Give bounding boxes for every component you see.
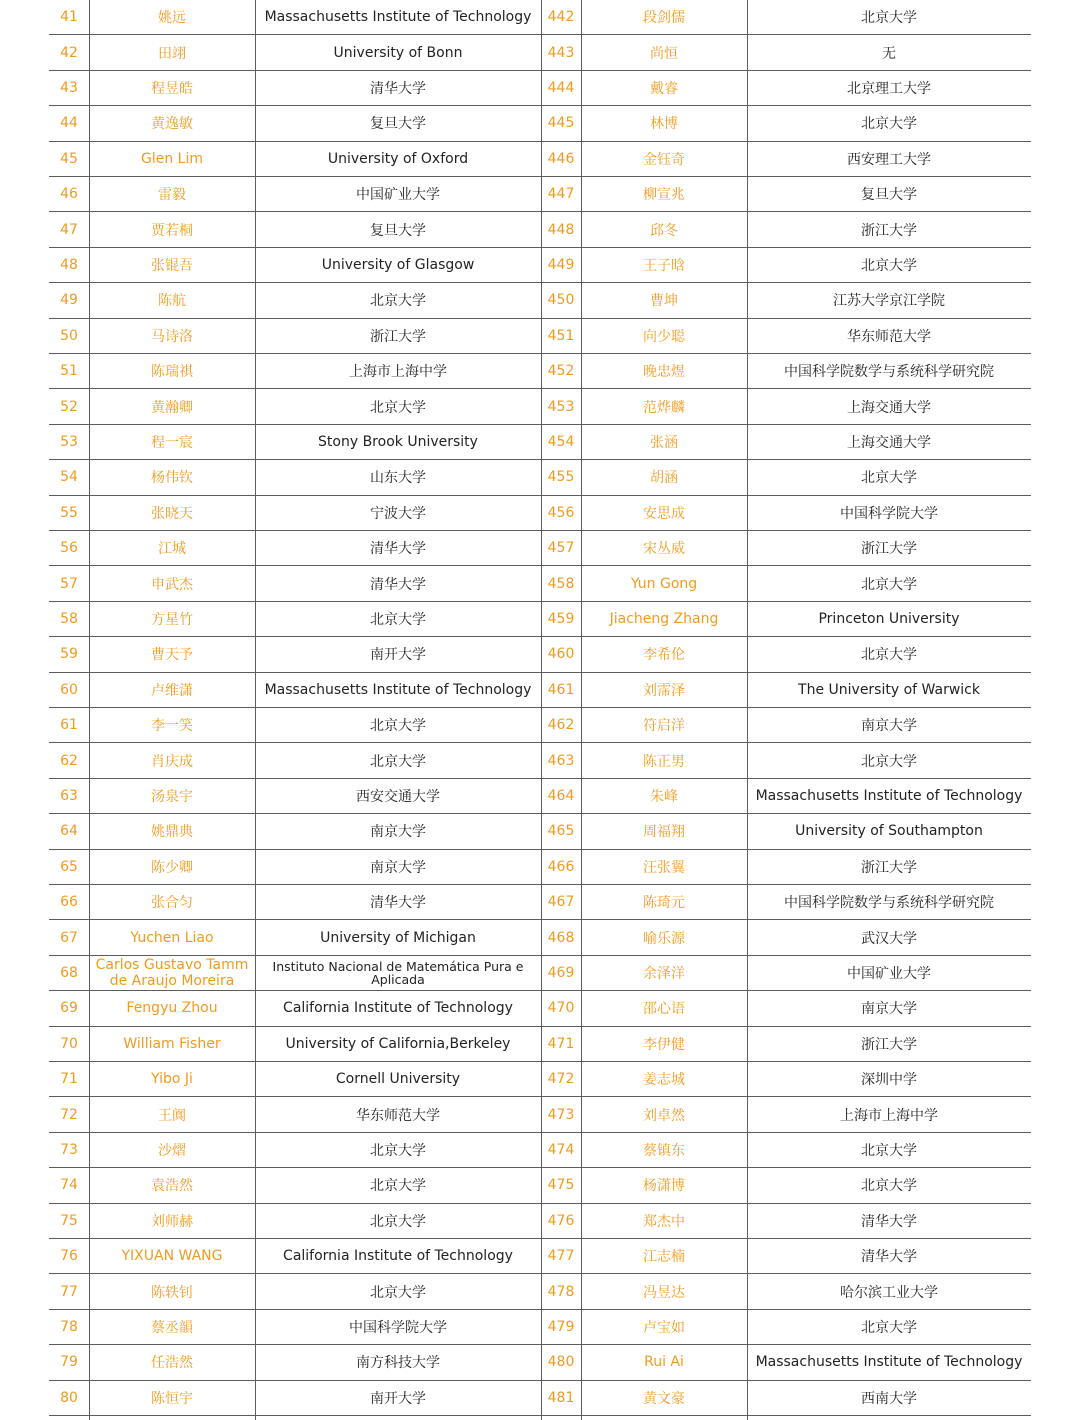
name-cell: 黄文豪 [643,1390,685,1407]
rank-cell: 65 [60,858,78,875]
rank-cell: 51 [60,363,78,380]
name-cell: 李希伦 [643,647,685,664]
institution-cell: 北京大学 [370,718,426,735]
name-cell: 杨潇博 [643,1178,685,1195]
name-cell: Fengyu Zhou [126,1000,218,1017]
name-cell: 杨伟钦 [151,470,193,487]
name-cell: Carlos Gustavo Tamm de Araujo Moreira [95,956,249,989]
table-row [49,319,1031,354]
rank-cell: 62 [60,752,78,769]
name-cell: 曹天予 [151,647,193,664]
institution-cell: 西安交通大学 [356,788,440,805]
table-row [49,850,1031,885]
rank-cell: 76 [60,1248,78,1265]
institution-cell: 复旦大学 [861,187,917,204]
rank-cell: 43 [60,79,78,96]
name-cell: 黄瀚卿 [151,399,193,416]
name-cell: 李伊健 [643,1036,685,1053]
table-row [49,106,1031,141]
rank-cell: 474 [547,1141,575,1158]
rank-cell: 449 [547,256,575,273]
institution-cell: 北京大学 [861,1178,917,1195]
institution-cell: 北京大学 [370,1284,426,1301]
rank-cell: 57 [60,575,78,592]
institution-cell: 浙江大学 [861,1036,917,1053]
institution-cell: 北京大学 [370,1142,426,1159]
rank-cell: 477 [547,1248,575,1265]
name-cell: 姜志城 [643,1072,685,1089]
rank-cell: 73 [60,1141,78,1158]
rank-cell: 468 [547,929,575,946]
rank-cell: 443 [547,44,575,61]
institution-cell: 北京大学 [861,647,917,664]
table-row [49,1310,1031,1345]
rank-cell: 49 [60,292,78,309]
name-cell: 张锟吾 [151,257,193,274]
institution-cell: Instituto Nacional de Matemática Pura e Aplicada [272,958,524,987]
table-row [49,814,1031,849]
name-cell: 刘卓然 [643,1107,685,1124]
table-row [49,779,1031,814]
rank-cell: 44 [60,115,78,132]
name-cell: 尚恒 [650,45,678,62]
rank-cell: 67 [60,929,78,946]
institution-cell: University of Glasgow [321,256,475,273]
name-cell: 申武杰 [151,576,193,593]
rank-cell: 53 [60,433,78,450]
rank-cell: 444 [547,79,575,96]
rank-cell: 470 [547,1000,575,1017]
institution-cell: 南方科技大学 [356,1355,440,1372]
name-cell: 林博 [650,116,678,133]
name-cell: 王阗 [158,1107,186,1124]
institution-cell: 上海交通大学 [847,434,931,451]
name-cell: 刘师赫 [151,1213,193,1230]
name-cell: 雷毅 [158,187,186,204]
name-cell: 江志楠 [643,1249,685,1266]
rank-cell: 454 [547,433,575,450]
table-row [49,354,1031,389]
institution-cell: Princeton University [818,610,960,627]
institution-cell: 无 [882,45,896,62]
name-cell: 郑杰中 [643,1213,685,1230]
rank-cell: 42 [60,44,78,61]
institution-cell: 南京大学 [861,718,917,735]
rank-cell: 54 [60,469,78,486]
institution-cell: 北京理工大学 [847,80,931,97]
name-cell: Yibo Ji [151,1071,193,1088]
institution-cell: 华东师范大学 [356,1107,440,1124]
institution-cell: University of Bonn [333,44,463,61]
rank-cell: 447 [547,186,575,203]
institution-cell: 南开大学 [370,1390,426,1407]
rank-cell: 78 [60,1318,78,1335]
rank-cell: 445 [547,115,575,132]
rank-cell: 70 [60,1035,78,1052]
rank-cell: 47 [60,221,78,238]
institution-cell: 南京大学 [861,1001,917,1018]
name-cell: 江城 [158,541,186,558]
table-row [49,1062,1031,1097]
institution-cell: 北京大学 [861,1319,917,1336]
name-cell: 田翊 [158,45,186,62]
table-row [49,602,1031,637]
table-row [49,956,1031,991]
rank-cell: 61 [60,717,78,734]
name-cell: 黄逸敏 [151,116,193,133]
table-row [49,1097,1031,1132]
name-cell: 沙熠 [158,1142,186,1159]
name-cell: 王子晗 [643,257,685,274]
institution-cell: The University of Warwick [798,681,980,698]
institution-cell: 浙江大学 [370,328,426,345]
name-cell: 余泽洋 [643,965,685,982]
rank-cell: 479 [547,1318,575,1335]
institution-cell: 武汉大学 [861,930,917,947]
rank-cell: 71 [60,1071,78,1088]
table-row [49,177,1031,212]
table-row [49,1133,1031,1168]
name-cell: 曹坤 [650,293,678,310]
rank-cell: 460 [547,646,575,663]
institution-cell: 复旦大学 [370,222,426,239]
rank-cell: 463 [547,752,575,769]
table-row [49,1204,1031,1239]
institution-cell: 中国科学院大学 [349,1319,447,1336]
institution-cell: 北京大学 [861,576,917,593]
name-cell: 陈恒宇 [151,1390,193,1407]
rank-cell: 466 [547,858,575,875]
rank-cell: 442 [547,9,575,26]
rank-cell: 472 [547,1071,575,1088]
rank-cell: 69 [60,1000,78,1017]
rank-cell: 473 [547,1106,575,1123]
institution-cell: 清华大学 [370,576,426,593]
rank-cell: 52 [60,398,78,415]
institution-cell: University of California,Berkeley [285,1035,511,1052]
name-cell: 周福翔 [643,824,685,841]
rank-cell: 77 [60,1283,78,1300]
institution-cell: 北京大学 [370,1213,426,1230]
rank-cell: 458 [547,575,575,592]
institution-cell: 北京大学 [370,1178,426,1195]
name-cell: 晚忠煜 [643,364,685,381]
rank-cell: 469 [547,964,575,981]
table-row [49,743,1031,778]
institution-cell: University of Oxford [327,150,469,167]
table-row [49,708,1031,743]
name-cell: 任浩然 [151,1355,193,1372]
table-row [49,1381,1031,1416]
name-cell: 蔡丞韻 [151,1319,193,1336]
rank-cell: 68 [60,964,78,981]
name-cell: William Fisher [123,1035,221,1052]
table-row [49,212,1031,247]
table-row [49,389,1031,424]
rank-cell: 58 [60,610,78,627]
name-cell: 张涵 [650,434,678,451]
name-cell: 邵心语 [643,1001,685,1018]
institution-cell: 清华大学 [370,895,426,912]
rank-cell: 459 [547,610,575,627]
name-cell: 陈瑞祺 [151,364,193,381]
name-cell: 喻乐源 [643,930,685,947]
institution-cell: 中国矿业大学 [847,965,931,982]
institution-cell: 中国科学院数学与系统科学研究院 [784,895,994,912]
rank-cell: 79 [60,1354,78,1371]
institution-cell: 北京大学 [861,116,917,133]
table-row [49,1345,1031,1380]
institution-cell: 上海交通大学 [847,399,931,416]
institution-cell: 宁波大学 [370,505,426,522]
name-cell: 汤泉宇 [151,788,193,805]
name-cell: 汪张翼 [643,859,685,876]
institution-cell: 北京大学 [370,753,426,770]
institution-cell: 西南大学 [861,1390,917,1407]
name-cell: 段剑儒 [643,10,685,27]
institution-cell: 清华大学 [861,1249,917,1266]
table-row [49,1027,1031,1062]
rank-cell: 41 [60,9,78,26]
rank-cell: 480 [547,1354,575,1371]
rank-cell: 66 [60,894,78,911]
table-row [49,35,1031,70]
table-row [49,991,1031,1026]
institution-cell: 上海市上海中学 [349,364,447,381]
rank-cell: 457 [547,540,575,557]
institution-cell: 北京大学 [861,753,917,770]
institution-cell: 复旦大学 [370,116,426,133]
institution-cell: Cornell University [335,1071,461,1088]
rank-cell: 475 [547,1177,575,1194]
institution-cell: 中国科学院大学 [840,505,938,522]
rank-cell: 455 [547,469,575,486]
name-cell: 陈琦元 [643,895,685,912]
institution-cell: 中国科学院数学与系统科学研究院 [784,364,994,381]
name-cell: 陈轶钊 [151,1284,193,1301]
rank-cell: 471 [547,1035,575,1052]
rank-cell: 481 [547,1389,575,1406]
name-cell: 安思成 [643,505,685,522]
name-cell: 胡涵 [650,470,678,487]
institution-cell: 山东大学 [370,470,426,487]
table-row [49,496,1031,531]
rank-cell: 462 [547,717,575,734]
rank-cell: 456 [547,504,575,521]
name-cell: 马诗洛 [151,328,193,345]
name-cell: 戴睿 [650,80,678,97]
name-cell: 程昱皓 [151,80,193,97]
table-row [49,71,1031,106]
institution-cell: 江苏大学京江学院 [833,293,945,310]
name-cell: 宋丛威 [643,541,685,558]
institution-cell: 北京大学 [861,257,917,274]
institution-cell: 中国矿业大学 [356,187,440,204]
name-cell: 蔡镇东 [643,1142,685,1159]
institution-cell: 浙江大学 [861,541,917,558]
rank-cell: 46 [60,186,78,203]
institution-cell: 北京大学 [861,470,917,487]
table-row [49,566,1031,601]
institution-cell: 深圳中学 [861,1072,917,1089]
name-cell: 卢维潇 [151,682,193,699]
institution-cell: 北京大学 [861,10,917,27]
rank-cell: 467 [547,894,575,911]
rank-cell: 64 [60,823,78,840]
institution-cell: 南京大学 [370,824,426,841]
rank-cell: 56 [60,540,78,557]
name-cell: Yuchen Liao [130,929,214,946]
rank-cell: 48 [60,256,78,273]
table-row [49,531,1031,566]
rank-cell: 450 [547,292,575,309]
institution-cell: 北京大学 [370,399,426,416]
name-cell: Jiacheng Zhang [609,610,719,627]
institution-cell: California Institute of Technology [283,1000,513,1017]
rank-cell: 464 [547,787,575,804]
name-cell: 刘霈泽 [643,682,685,699]
rank-cell: 80 [60,1389,78,1406]
table-row [49,0,1031,35]
institution-cell: Massachusetts Institute of Technology [755,1354,1023,1371]
rank-cell: 465 [547,823,575,840]
institution-cell: 清华大学 [370,80,426,97]
rank-cell: 45 [60,150,78,167]
institution-cell: 清华大学 [861,1213,917,1230]
table-row [49,673,1031,708]
institution-cell: 南开大学 [370,647,426,664]
institution-cell: Stony Brook University [318,433,478,450]
name-cell: 陈少卿 [151,859,193,876]
rank-cell: 448 [547,221,575,238]
rank-cell: 63 [60,787,78,804]
institution-cell: 南京大学 [370,859,426,876]
name-cell: 邱冬 [650,222,678,239]
rank-cell: 75 [60,1212,78,1229]
name-cell: 姚鼎典 [151,824,193,841]
name-cell: 方星竹 [151,611,193,628]
name-cell: 李一笑 [151,718,193,735]
name-cell: 肖庆成 [151,753,193,770]
rank-cell: 60 [60,681,78,698]
institution-cell: 清华大学 [370,541,426,558]
institution-cell: California Institute of Technology [283,1248,513,1265]
table-row [49,885,1031,920]
institution-cell: University of Michigan [320,929,476,946]
table-row [49,460,1031,495]
name-cell: 金钰奇 [643,151,685,168]
institution-cell: Massachusetts Institute of Technology [264,681,532,698]
table-row [49,637,1031,672]
rank-cell: 451 [547,327,575,344]
institution-cell: 华东师范大学 [847,328,931,345]
name-cell: 柳宣兆 [643,187,685,204]
institution-cell: 北京大学 [370,293,426,310]
name-cell: Yun Gong [630,575,698,592]
name-cell: 范烨麟 [643,399,685,416]
name-cell: 程一宸 [151,434,193,451]
name-cell: 张晓天 [151,505,193,522]
name-cell: 陈航 [158,293,186,310]
rank-cell: 74 [60,1177,78,1194]
name-cell: 张合匀 [151,895,193,912]
name-cell: 朱峰 [650,788,678,805]
name-cell: 符启洋 [643,718,685,735]
rank-cell: 55 [60,504,78,521]
name-cell: 贾若桐 [151,222,193,239]
rank-cell: 452 [547,363,575,380]
table-row [49,1274,1031,1309]
name-cell: 姚远 [158,10,186,27]
rank-cell: 59 [60,646,78,663]
rank-cell: 461 [547,681,575,698]
table-row [49,1239,1031,1274]
table-row [49,425,1031,460]
institution-cell: 浙江大学 [861,859,917,876]
institution-cell: 北京大学 [861,1142,917,1159]
rank-cell: 72 [60,1106,78,1123]
rank-cell: 453 [547,398,575,415]
rank-cell: 478 [547,1283,575,1300]
name-cell: 袁浩然 [151,1178,193,1195]
institution-cell: University of Southampton [795,823,983,840]
name-cell: 卢宝如 [643,1319,685,1336]
rank-cell: 50 [60,327,78,344]
institution-cell: 哈尔滨工业大学 [840,1284,938,1301]
institution-cell: Massachusetts Institute of Technology [755,787,1023,804]
institution-cell: Massachusetts Institute of Technology [264,9,532,26]
name-cell: Glen Lim [140,150,203,167]
name-cell: 陈正男 [643,753,685,770]
table-row [49,142,1031,177]
institution-cell: 浙江大学 [861,222,917,239]
institution-cell: 北京大学 [370,611,426,628]
name-cell: Rui Ai [644,1354,684,1371]
rank-cell: 446 [547,150,575,167]
table-row [49,920,1031,955]
name-cell: YIXUAN WANG [121,1248,223,1265]
institution-cell: 西安理工大学 [847,151,931,168]
rank-cell: 476 [547,1212,575,1229]
table-row [49,283,1031,318]
table-row [49,1168,1031,1203]
institution-cell: 上海市上海中学 [840,1107,938,1124]
name-cell: 冯昱达 [643,1284,685,1301]
table-row [49,248,1031,283]
name-cell: 向少聪 [643,328,685,345]
